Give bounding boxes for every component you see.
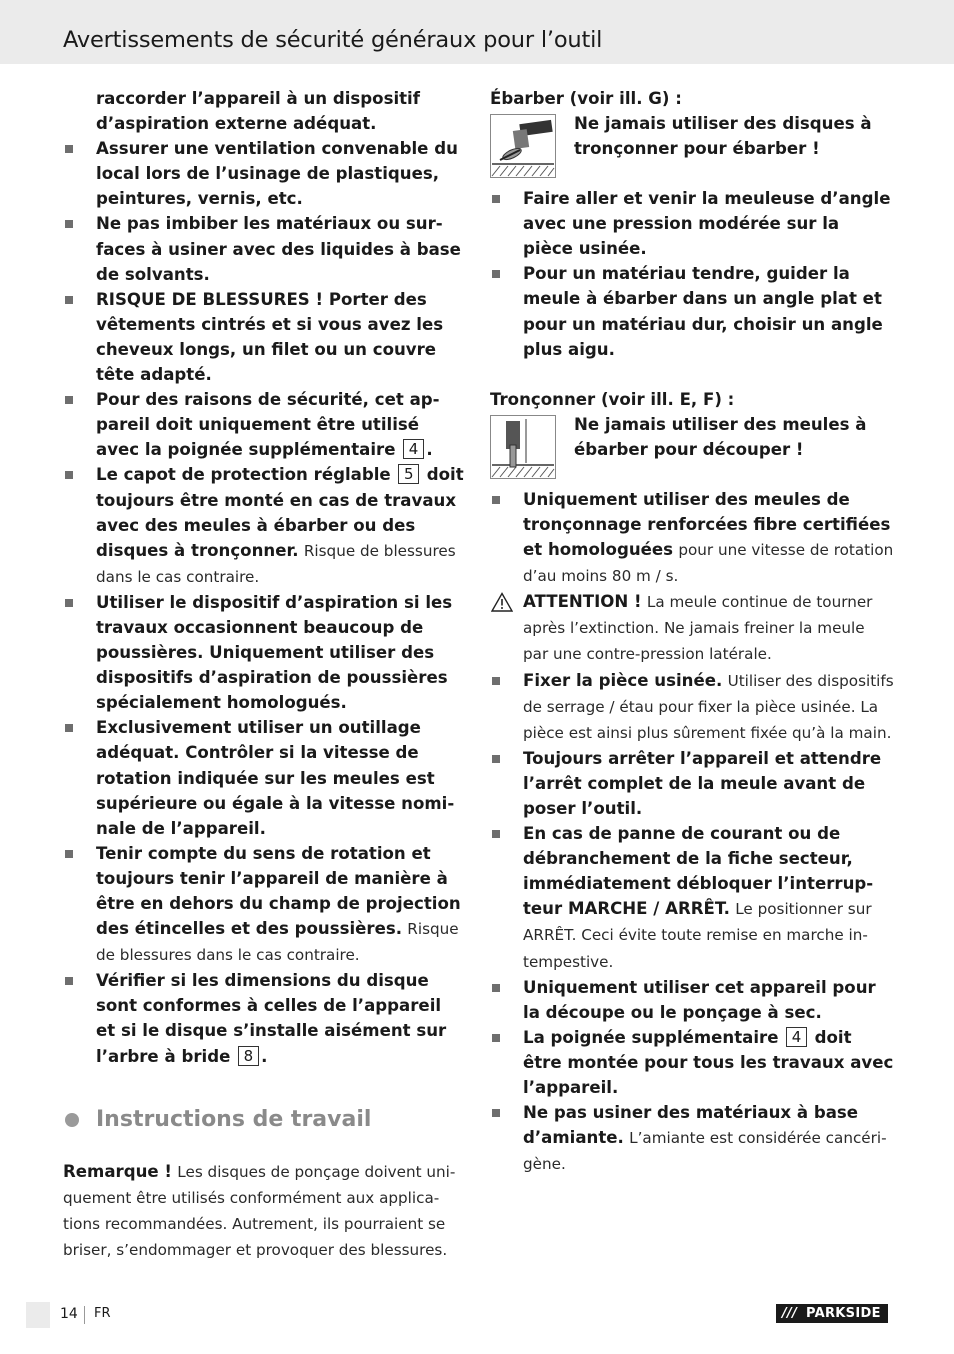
item-tail: . [261,1046,268,1066]
item-text: Utiliser le dispositif d’aspiration si les travaux occasionnent beaucoup de poussières. Uniquement utiliser des dispositifs d’aspiration de poussières spécialement homologués. [96,592,453,713]
item-text: Faire aller et venir la meuleuse d’angle avec une pression modérée sur la pièce usinée. [523,189,891,259]
item-text-bold: Uniquement utiliser des meules de tronçonnage renforcées fibre certifiées et homologuées [523,489,891,560]
list-item [490,821,894,975]
item-text-normal: L’amiante est considérée cancéri-gène. [523,1129,887,1174]
list-item [63,136,465,211]
list-item [490,746,894,821]
tronconner-heading: Tronçonner (voir ill. E, F) : [490,389,735,409]
item-text-bold: En cas de panne de courant ou de débranchement de la fiche secteur, immédiatement débloquer l’interrup-teur MARCHE / ARRÊT. [523,824,874,919]
item-text: Pour des raisons de sécurité, cet ap-pareil doit uniquement être utilisé avec la poignée supplémentaire [96,390,440,460]
item-text: La poignée supplémentaire [523,1027,779,1047]
bullet-icon [492,1109,500,1117]
item-text: Exclusivement utiliser un outillage adéquat. Contrôler si la vitesse de rotation indiquée sur les meules est supérieure ou égale à la vitesse nomi-nale de l’appareil. [96,718,455,838]
part-number-box: 4 [403,439,425,459]
part-number-box: 8 [238,1046,260,1066]
list-item [490,261,894,361]
attention-text: La meule continue de tourner après l’extinction. Ne jamais freiner la meule par une contre-pression latérale. [523,593,873,664]
bullet-icon [65,471,73,479]
item-text-bold: Ne pas usiner des matériaux à base d’amiante. [523,1103,859,1148]
item-text: Pour un matériau tendre, guider la meule à ébarber dans un angle plat et pour un matériau dur, choisir un angle plus aigu. [523,264,883,359]
intro-text: raccorder l’appareil à un dispositif d’aspiration externe adéquat. [96,89,420,134]
item-text-normal: Utiliser des dispositifs de serrage / étau pour fixer la pièce usinée. La pièce est ainsi plus sûrement fixée qu’à la main. [523,671,894,742]
section-dot-icon [65,1113,79,1127]
item-tail: . [426,440,433,460]
parkside-logo [776,1304,888,1323]
bullet-icon [492,755,500,763]
bullet-icon [65,724,73,732]
item-text: Toujours arrêter l’appareil et attendre l’arrêt complet de la meule avant de poser l’outil. [523,748,882,818]
bullet-icon [492,984,500,992]
bullet-icon [492,677,500,685]
list-item [63,287,465,387]
logo-slashes: /// [782,1306,798,1321]
page-title: Avertissements de sécurité généraux pour l’outil [63,27,603,53]
remark-paragraph [63,1159,465,1263]
list-item [63,968,465,1068]
ebarber-warning-text: Ne jamais utiliser des disques à tronçonner pour ébarber ! [574,114,872,159]
list-item [63,590,465,715]
bullet-icon [65,145,73,153]
list-item [490,186,894,261]
bullet-icon [65,850,73,858]
item-text: Assurer une ventilation convenable du local lors de l’usinage de plastiques, peintures, vernis, etc. [96,139,458,209]
left-column [63,86,465,1263]
item-text-normal: pour une vitesse de rotation d’au moins 80 m / s. [523,541,894,586]
list-item [63,715,465,840]
right-column [490,86,894,1177]
remark-label: Remarque ! [63,1161,172,1181]
item-text: Le capot de protection réglable [96,465,391,485]
bullet-icon [65,599,73,607]
page-number: 14 [60,1306,78,1322]
bullet-icon [492,270,500,278]
item-text: Vérifier si les dimensions du disque sont conformes à celles de l’appareil et si le disque s’installe aisément sur l’arbre à bride [96,971,447,1066]
ebarber-figure-row [490,111,894,186]
grinding-illustration-icon [490,114,556,178]
logo-text: PARKSIDE [806,1306,881,1321]
list-item [63,387,465,462]
bullet-icon [65,977,73,985]
footer-page-tab [26,1302,50,1328]
item-text: RISQUE DE BLESSURES ! Porter des vêtements cintrés et si vous avez les cheveux longs, un filet ou un couvre tête adapté. [96,289,444,385]
warning-triangle-icon [491,592,513,612]
footer-divider [84,1306,85,1324]
list-item [63,462,465,589]
ebarber-heading: Ébarber (voir ill. G) : [490,89,682,108]
bullet-icon [65,220,73,228]
attention-item [490,589,894,667]
item-text: Uniquement utiliser cet appareil pour la découpe ou le ponçage à sec. [523,977,876,1022]
language-code: FR [94,1306,111,1321]
item-text: Ne pas imbiber les matériaux ou sur-faces à usiner avec des liquides à base de solvants. [96,214,461,284]
list-item [490,1100,894,1177]
list-item [490,975,894,1025]
list-item-continuation [63,86,465,136]
item-text-bold: Fixer la pièce usinée. [523,670,723,690]
bullet-icon [492,1034,500,1042]
item-text-bold: doit être montée pour tous les travaux avec l’appareil. [523,1027,894,1097]
bullet-icon [492,830,500,838]
section-title: Instructions de travail [96,1106,372,1132]
item-text-normal: Le positionner sur ARRÊT. Ceci évite toute remise en marche in-tempestive. [523,900,872,971]
remark-text: Les disques de ponçage doivent uni-quement être utilisés conformément aux applica-tions recommandées. Autrement, ils pourraient se briser, s’endommager et provoquer des blessures. [63,1162,456,1259]
tronconner-figure-row [490,412,894,487]
bullet-icon [492,496,500,504]
bullet-icon [492,195,500,203]
list-item [63,841,465,968]
section-heading [63,1103,465,1143]
item-text-normal: Risque de blessures dans le cas contraire. [96,541,456,586]
bullet-icon [65,396,73,404]
item-text-bold: Tenir compte du sens de rotation et toujours tenir l’appareil de manière à être en dehors du champ de projection des étincelles et des poussières. [96,843,461,939]
tronconner-warning-text: Ne jamais utiliser des meules à ébarber pour découper ! [574,414,867,459]
list-item [490,668,894,746]
item-text-normal: Risque de blessures dans le cas contraire. [96,920,459,965]
attention-label: ATTENTION ! [523,592,642,612]
item-text-bold: doit toujours être monté en cas de travaux avec des meules à ébarber ou des disques à tronçonner. [96,465,464,560]
part-number-box: 4 [786,1027,808,1047]
spacer [490,362,894,387]
list-item [63,211,465,286]
cutting-illustration-icon [490,415,556,479]
part-number-box: 5 [398,464,420,484]
bullet-icon [65,296,73,304]
list-item [490,487,894,589]
list-item [490,1025,894,1100]
